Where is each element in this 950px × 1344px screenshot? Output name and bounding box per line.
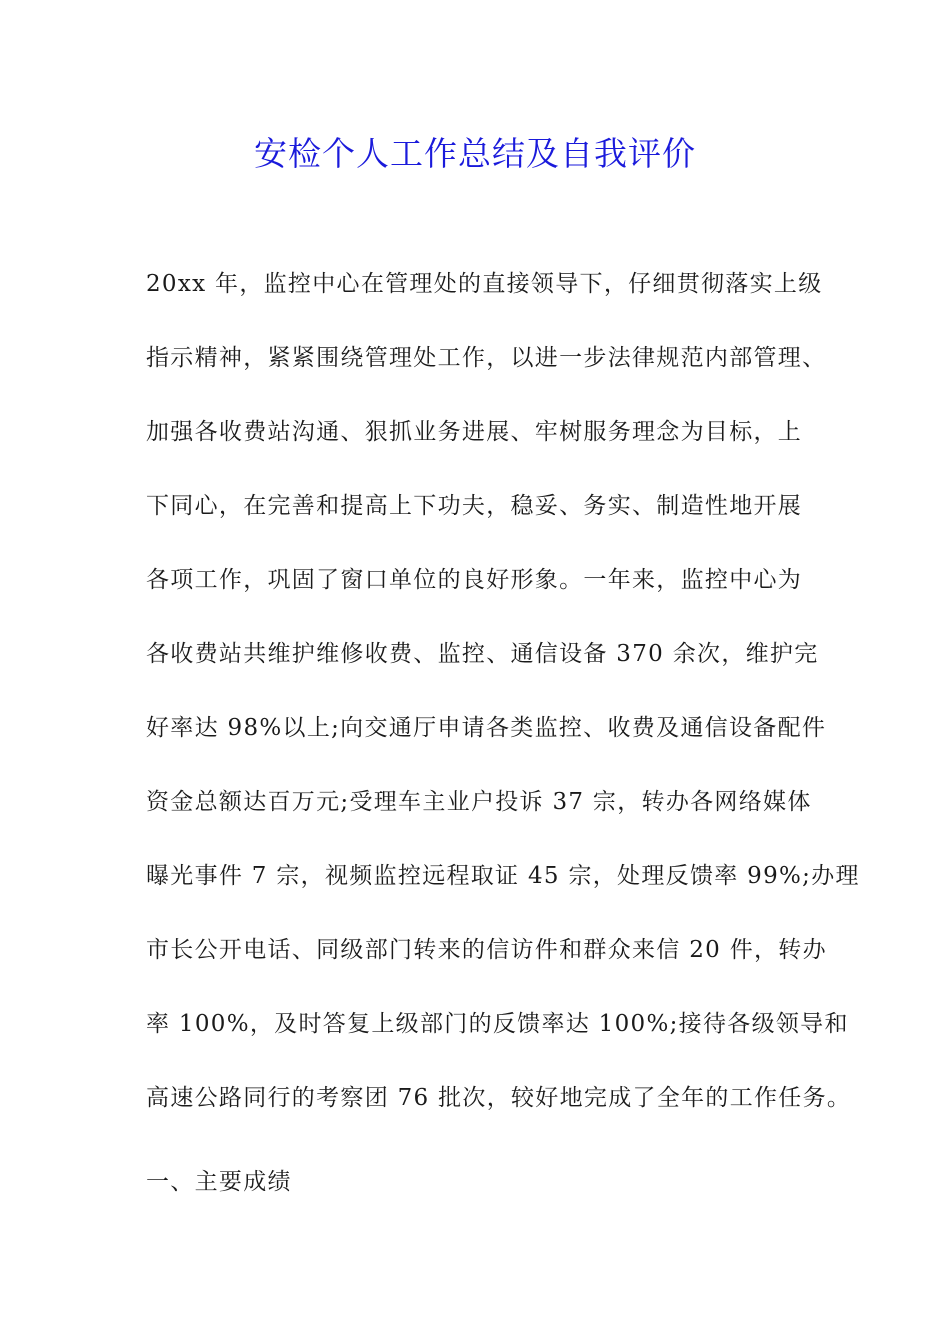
document-paragraph: [146, 262, 860, 1150]
paragraph-line: 曝光事件 7 宗，视频监控远程取证 45 宗，处理反馈率 99%;办理: [146, 863, 860, 889]
paragraph-line: 好率达 98%以上;向交通厅申请各类监控、收费及通信设备配件: [146, 715, 827, 741]
paragraph-line: 高速公路同行的考察团 76 批次，较好地完成了全年的工作任务。: [146, 1085, 852, 1111]
paragraph-line: 率 100%，及时答复上级部门的反馈率达 100%;接待各级领导和: [146, 1011, 849, 1037]
paragraph-line: 指示精神，紧紧围绕管理处工作，以进一步法律规范内部管理、: [146, 345, 827, 371]
paragraph-line: 各项工作，巩固了窗口单位的良好形象。一年来，监控中心为: [146, 567, 803, 593]
paragraph-line: 市长公开电话、同级部门转来的信访件和群众来信 20 件，转办: [146, 937, 827, 963]
paragraph-line: 下同心，在完善和提高上下功夫，稳妥、务实、制造性地开展: [146, 493, 803, 519]
paragraph-line: 20xx 年，监控中心在管理处的直接领导下，仔细贯彻落实上级: [146, 271, 823, 297]
paragraph-line: 加强各收费站沟通、狠抓业务进展、牢树服务理念为目标，上: [146, 419, 803, 445]
document-title: 安检个人工作总结及自我评价: [254, 134, 696, 173]
section-heading: 一、主要成绩: [146, 1169, 292, 1195]
paragraph-line: 各收费站共维护维修收费、监控、通信设备 370 余次，维护完: [146, 641, 819, 667]
paragraph-line: 资金总额达百万元;受理车主业户投诉 37 宗，转办各网络媒体: [146, 789, 812, 815]
